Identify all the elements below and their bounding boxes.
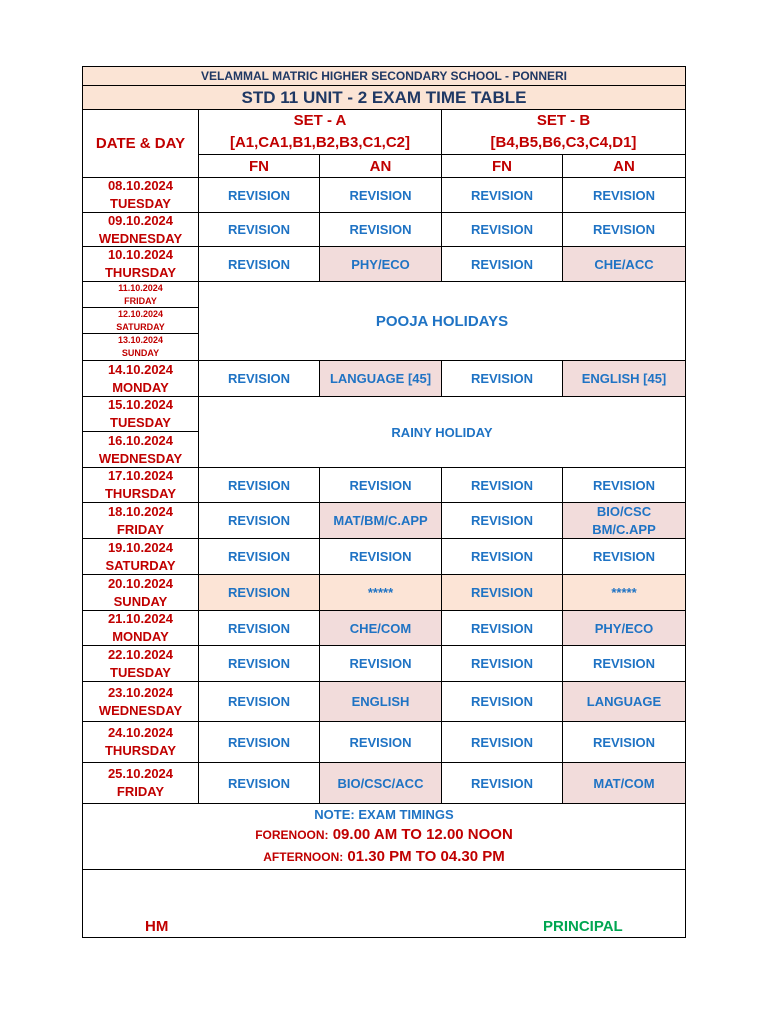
set-a-an-cell: CHE/COM (319, 611, 441, 645)
set-a-fn-cell: REVISION (198, 503, 319, 538)
date-text: 19.10.2024 (107, 539, 174, 555)
day-text: SATURDAY (105, 557, 176, 573)
table-row (83, 611, 685, 646)
date-cell (83, 213, 198, 246)
set-b-an-cell: ***** (562, 575, 685, 610)
date-text: 14.10.2024 (107, 361, 174, 377)
date-cell (83, 539, 198, 574)
date-text: 13.10.2024 (117, 335, 164, 345)
set-b-fn-cell: REVISION (441, 213, 562, 246)
pooja-holidays-label: POOJA HOLIDAYS (198, 282, 685, 360)
principal-signature: PRINCIPAL (543, 918, 623, 935)
date-text: 21.10.2024 (107, 611, 174, 626)
day-text: TUESDAY (110, 196, 171, 211)
table-row (83, 361, 685, 397)
day-text: THURSDAY (104, 265, 177, 280)
date-text: 20.10.2024 (107, 575, 174, 591)
date-cell (83, 247, 198, 281)
date-text: 09.10.2024 (107, 212, 174, 228)
set-a-fn-cell: REVISION (198, 539, 319, 574)
set-a-fn-cell: REVISION (198, 722, 319, 762)
set-b-an-cell: PHY/ECO (562, 611, 685, 645)
set-b-fn-cell: REVISION (441, 247, 562, 281)
date-cell (83, 361, 198, 396)
table-row (83, 646, 685, 682)
set-a-fn-cell: REVISION (198, 763, 319, 803)
date-text: 24.10.2024 (107, 725, 174, 740)
set-a-an-cell: BIO/CSC/ACC (319, 763, 441, 803)
forenoon-label: FORENOON: (255, 828, 329, 842)
set-a-an-cell: REVISION (319, 178, 441, 212)
day-text: WEDNESDAY (98, 702, 183, 718)
date-cell (83, 575, 198, 610)
set-b-an-cell: LANGUAGE (562, 682, 685, 721)
date-cell (83, 682, 198, 721)
day-text: TUESDAY (110, 664, 171, 680)
set-a-an-cell: LANGUAGE [45] (319, 361, 441, 396)
set-a-fn-cell: REVISION (198, 682, 319, 721)
set-a-fn-cell: REVISION (198, 646, 319, 681)
set-b-fn-cell: REVISION (441, 682, 562, 721)
set-b-fn-cell: REVISION (441, 646, 562, 681)
title-row (83, 86, 685, 110)
set-a-label: SET - A (293, 112, 347, 129)
date-text: 16.10.2024 (107, 432, 174, 448)
table-row (83, 722, 685, 763)
signature-row (83, 870, 685, 937)
date-text: 11.10.2024 (118, 282, 163, 293)
set-b-fn-header: FN (441, 155, 562, 177)
date-text: 12.10.2024 (117, 308, 164, 319)
set-a-an-cell: ***** (319, 575, 441, 610)
set-a-fn-cell: REVISION (198, 575, 319, 610)
set-a-fn-cell: REVISION (198, 178, 319, 212)
set-b-sections: [B4,B5,B6,C3,C4,D1] (490, 134, 637, 151)
day-text: SATURDAY (116, 321, 165, 332)
table-row (83, 503, 685, 539)
day-text: THURSDAY (104, 486, 177, 501)
day-text: TUESDAY (110, 415, 171, 430)
subject-line: BM/C.APP (592, 521, 656, 537)
date-text: 18.10.2024 (107, 503, 174, 519)
forenoon-time: 09.00 AM TO 12.00 NOON (332, 826, 513, 843)
set-b-an-cell: ENGLISH [45] (562, 361, 685, 396)
school-name-row (83, 67, 685, 86)
set-b-an-header: AN (562, 155, 685, 177)
set-b-fn-cell: REVISION (441, 503, 562, 538)
set-b-fn-cell: REVISION (441, 539, 562, 574)
note-title: NOTE: EXAM TIMINGS (314, 807, 454, 822)
set-a-fn-cell: REVISION (198, 361, 319, 396)
set-a-an-cell: REVISION (319, 722, 441, 762)
rainy-holiday-block (83, 397, 685, 468)
pooja-holiday-block (83, 282, 685, 361)
date-text: 25.10.2024 (107, 766, 174, 781)
set-b-fn-cell: REVISION (441, 763, 562, 803)
set-b-header (441, 110, 685, 155)
date-cell (83, 308, 198, 334)
table-row (83, 763, 685, 804)
day-text: FRIDAY (116, 521, 165, 537)
day-text: SUNDAY (121, 348, 160, 358)
day-text: MONDAY (112, 379, 169, 395)
date-cell (83, 282, 198, 308)
set-b-an-cell (562, 503, 685, 538)
set-b-fn-cell: REVISION (441, 178, 562, 212)
set-b-fn-cell: REVISION (441, 468, 562, 502)
day-text: WEDNESDAY (98, 450, 183, 466)
column-header-row (83, 110, 685, 178)
date-text: 08.10.2024 (107, 178, 174, 193)
date-text: 23.10.2024 (107, 684, 174, 700)
afternoon-label: AFTERNOON: (263, 850, 344, 864)
set-a-fn-header: FN (198, 155, 319, 177)
set-a-header (198, 110, 441, 155)
set-b-fn-cell: REVISION (441, 575, 562, 610)
date-day-header: DATE & DAY (95, 135, 186, 152)
page-title: STD 11 UNIT - 2 EXAM TIME TABLE (241, 87, 527, 107)
date-cell (83, 722, 198, 762)
set-b-label: SET - B (536, 112, 591, 129)
date-cell (83, 503, 198, 538)
set-b-an-cell: REVISION (562, 646, 685, 681)
date-text: 15.10.2024 (107, 397, 174, 412)
set-b-an-cell: REVISION (562, 722, 685, 762)
hm-signature: HM (145, 918, 169, 935)
date-cell (83, 178, 198, 212)
set-b-fn-cell: REVISION (441, 722, 562, 762)
date-cell (83, 611, 198, 645)
day-text: FRIDAY (116, 784, 165, 799)
set-a-an-cell: REVISION (319, 213, 441, 246)
set-a-fn-cell: REVISION (198, 468, 319, 502)
school-name: VELAMMAL MATRIC HIGHER SECONDARY SCHOOL - PONNERI (200, 69, 568, 83)
date-cell (83, 468, 198, 502)
date-cell (83, 646, 198, 681)
table-row (83, 682, 685, 722)
date-cell (83, 397, 198, 432)
set-b-fn-cell: REVISION (441, 361, 562, 396)
set-b-an-cell: REVISION (562, 468, 685, 502)
date-cell (83, 763, 198, 803)
date-text: 22.10.2024 (107, 646, 174, 662)
table-row (83, 575, 685, 611)
set-a-an-cell: ENGLISH (319, 682, 441, 721)
afternoon-time: 01.30 PM TO 04.30 PM (347, 848, 505, 865)
day-text: THURSDAY (104, 743, 177, 758)
afternoon-timing (83, 848, 685, 865)
day-text: WEDNESDAY (98, 230, 183, 246)
table-row (83, 539, 685, 575)
day-text: SUNDAY (113, 593, 168, 609)
set-a-an-cell: REVISION (319, 468, 441, 502)
rainy-holiday-label: RAINY HOLIDAY (198, 397, 685, 467)
set-b-an-cell: REVISION (562, 178, 685, 212)
set-a-an-cell: PHY/ECO (319, 247, 441, 281)
forenoon-timing (83, 826, 685, 843)
table-row (83, 247, 685, 282)
set-a-fn-cell: REVISION (198, 611, 319, 645)
table-row (83, 213, 685, 247)
set-a-an-cell: MAT/BM/C.APP (319, 503, 441, 538)
timetable (82, 66, 686, 938)
day-text: FRIDAY (124, 295, 157, 306)
set-a-an-cell: REVISION (319, 539, 441, 574)
date-cell (83, 334, 198, 360)
table-row (83, 468, 685, 503)
set-a-fn-cell: REVISION (198, 247, 319, 281)
date-text: 17.10.2024 (107, 468, 174, 483)
set-a-fn-cell: REVISION (198, 213, 319, 246)
day-text: MONDAY (112, 629, 169, 644)
set-a-sections: [A1,CA1,B1,B2,B3,C1,C2] (229, 134, 411, 151)
set-b-fn-cell: REVISION (441, 611, 562, 645)
set-a-an-cell: REVISION (319, 646, 441, 681)
set-a-an-header: AN (319, 155, 441, 177)
date-text: 10.10.2024 (107, 247, 174, 262)
set-b-an-cell: REVISION (562, 539, 685, 574)
date-cell (83, 432, 198, 467)
subject-line: BIO/CSC (596, 503, 652, 519)
table-row (83, 178, 685, 213)
set-b-an-cell: REVISION (562, 213, 685, 246)
set-b-an-cell: CHE/ACC (562, 247, 685, 281)
exam-timings-note (83, 804, 685, 870)
set-b-an-cell: MAT/COM (562, 763, 685, 803)
